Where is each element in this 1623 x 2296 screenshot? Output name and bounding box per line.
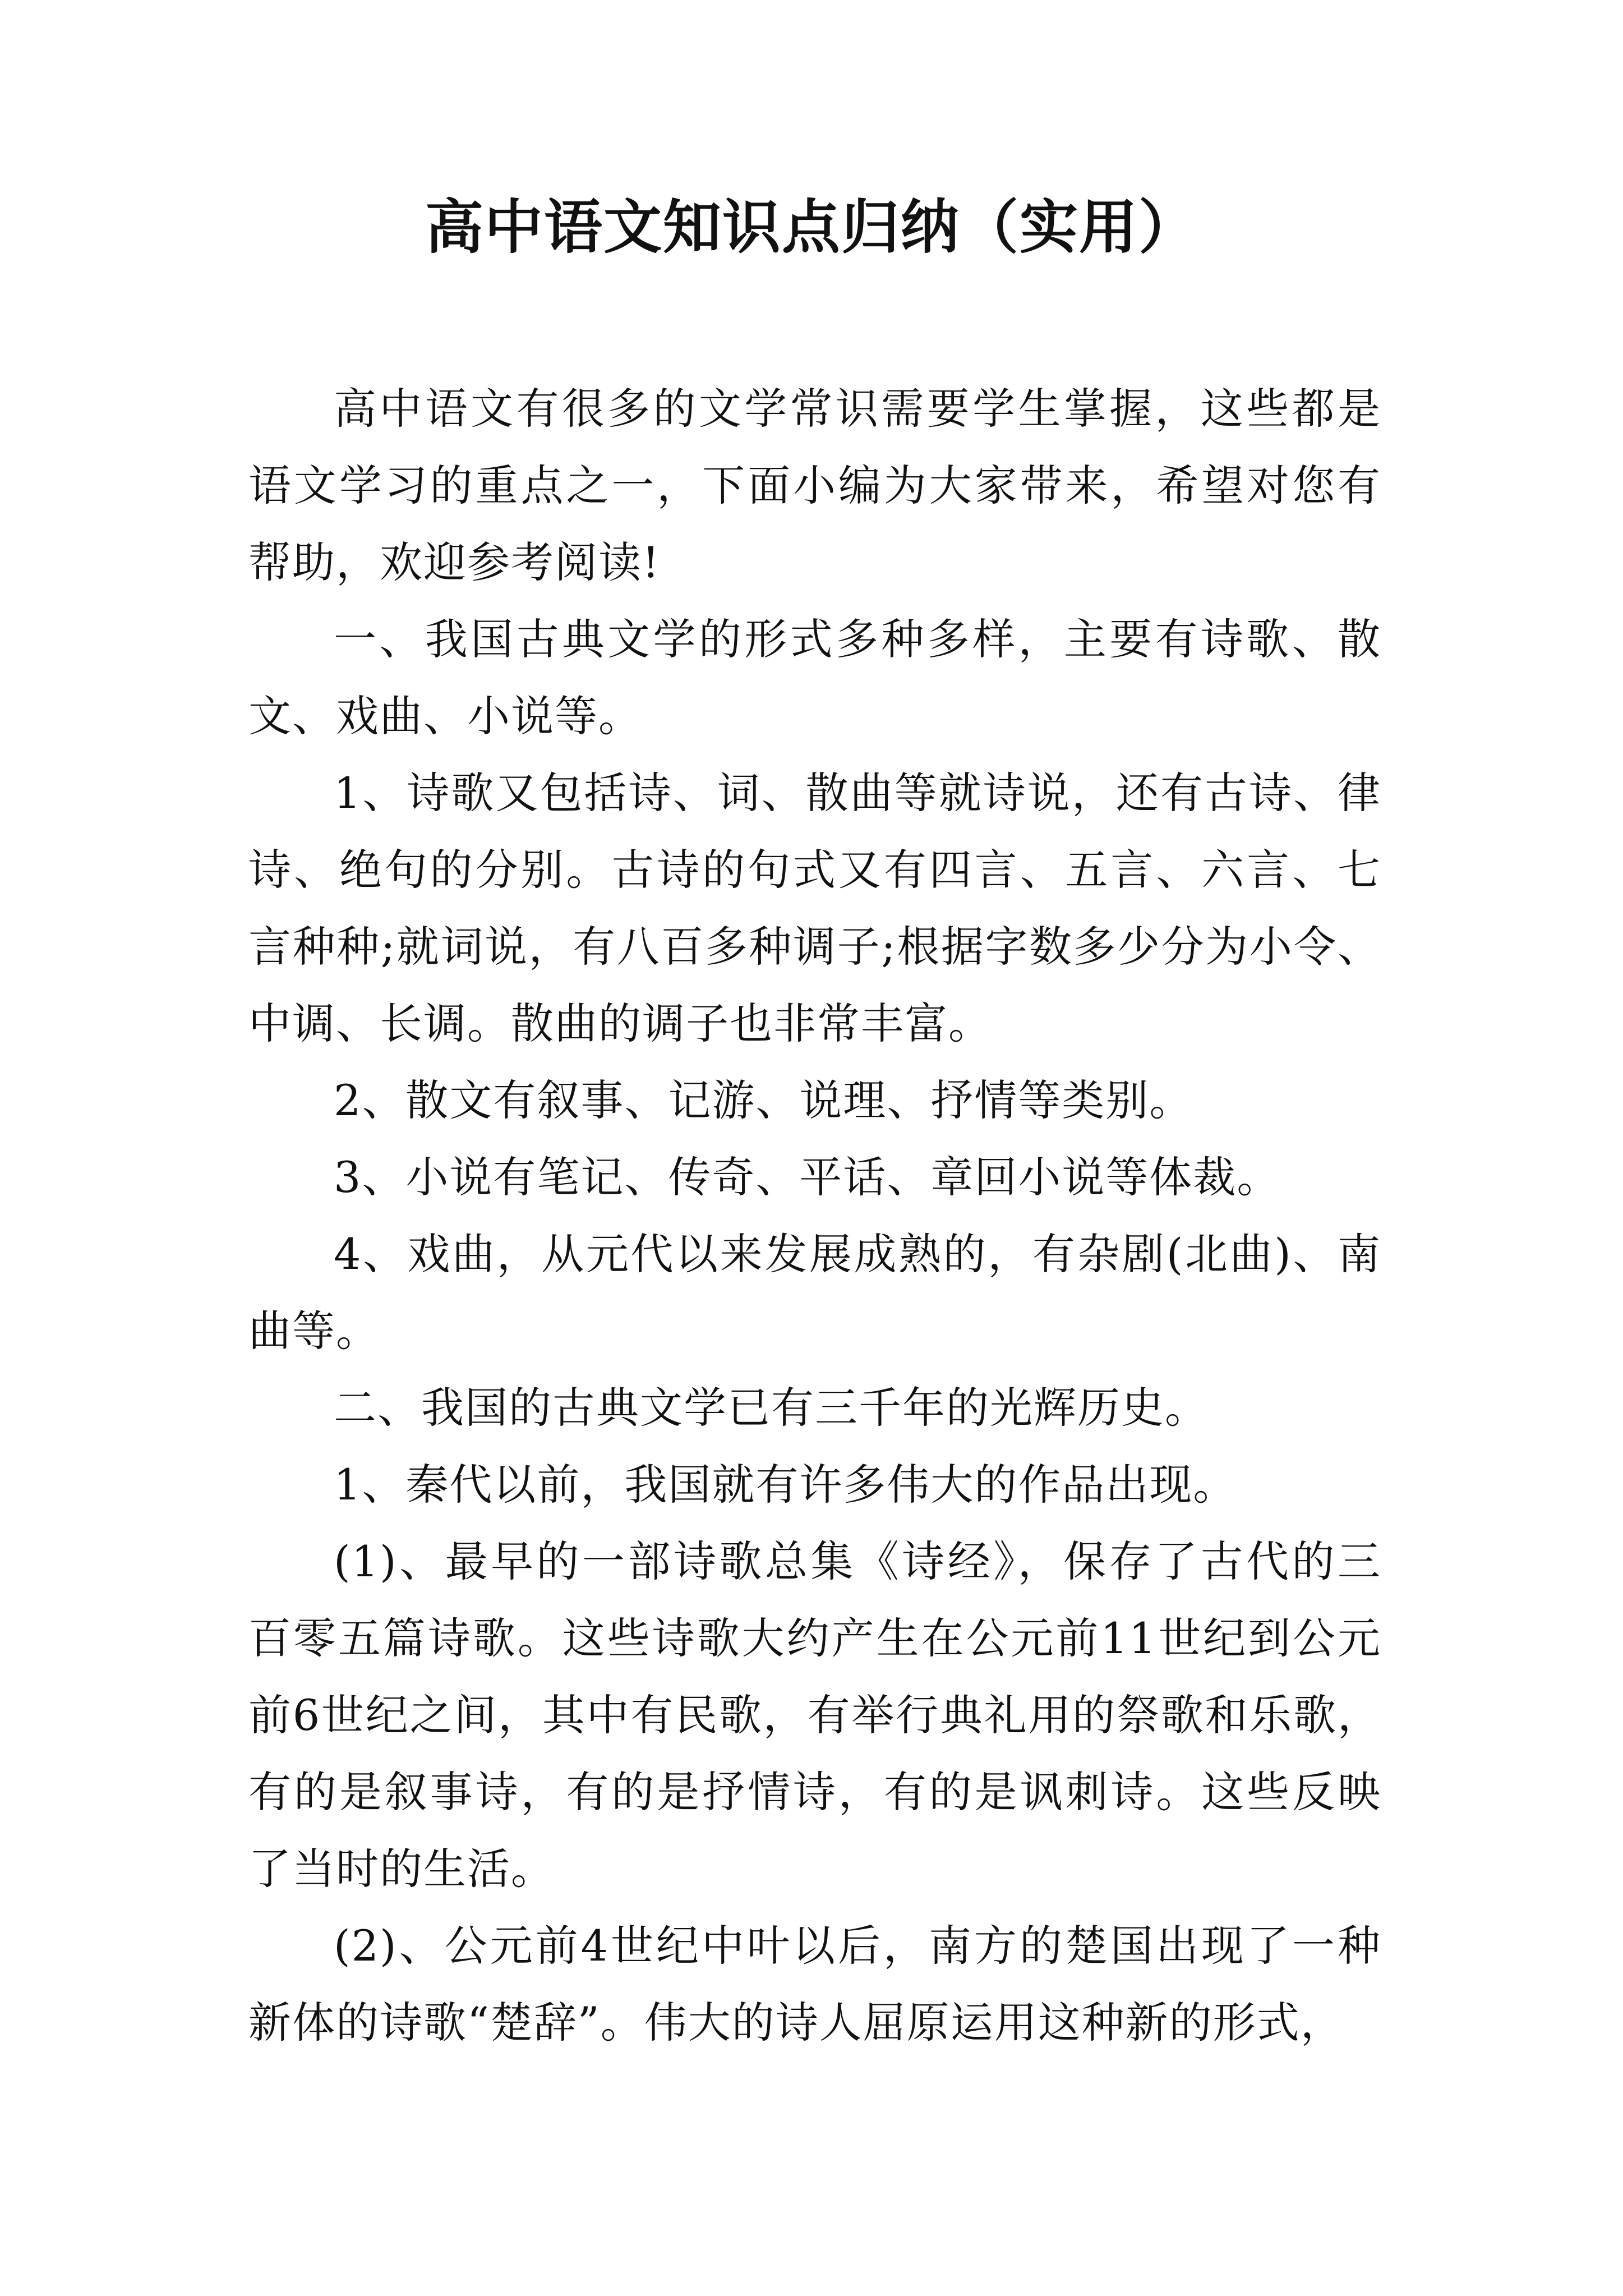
paragraph-shijing: (1)、最早的一部诗歌总集《诗经》，保存了古代的三百零五篇诗歌。这些诗歌大约产生在公元前11世纪到公元前6世纪之间，其中有民歌，有举行典礼用的祭歌和乐歌，有的是叙事诗，有的是抒情诗，有的是讽刺诗。这些反映了当时的生活。 [248,1536,1381,1894]
paragraph-intro: 高中语文有很多的文学常识需要学生掌握，这些都是语文学习的重点之一，下面小编为大家带来，希望对您有帮助，欢迎参考阅读! [248,384,1381,587]
paragraph-pre-qin: 1、秦代以前，我国就有许多伟大的作品出现。 [334,1460,1237,1510]
paragraph-fiction: 3、小说有笔记、传奇、平话、章回小说等体裁。 [334,1152,1281,1202]
paragraph-drama: 4、戏曲，从元代以来发展成熟的，有杂剧(北曲)、南曲等。 [248,1229,1381,1356]
paragraph-section-2: 二、我国的古典文学已有三千年的光辉历史。 [334,1383,1209,1433]
document-title: 高中语文知识点归纳（实用） [425,192,1198,261]
paragraph-poetry: 1、诗歌又包括诗、词、散曲等就诗说，还有古诗、律诗、绝句的分别。古诗的句式又有四言、五言、六言、七言种种;就词说，有八百多种调子;根据字数多少分为小令、中调、长调。散曲的调子也非常丰富。 [248,768,1381,1048]
paragraph-prose: 2、散文有叙事、记游、说理、抒情等类别。 [334,1075,1193,1125]
paragraph-chuci: (2)、公元前4世纪中叶以后，南方的楚国出现了一种新体的诗歌“楚辞”。伟大的诗人屈原运用这种新的形式， [248,1921,1381,2047]
paragraph-section-1: 一、我国古典文学的形式多种多样，主要有诗歌、散文、戏曲、小说等。 [248,614,1381,741]
document-body [248,370,1381,2061]
